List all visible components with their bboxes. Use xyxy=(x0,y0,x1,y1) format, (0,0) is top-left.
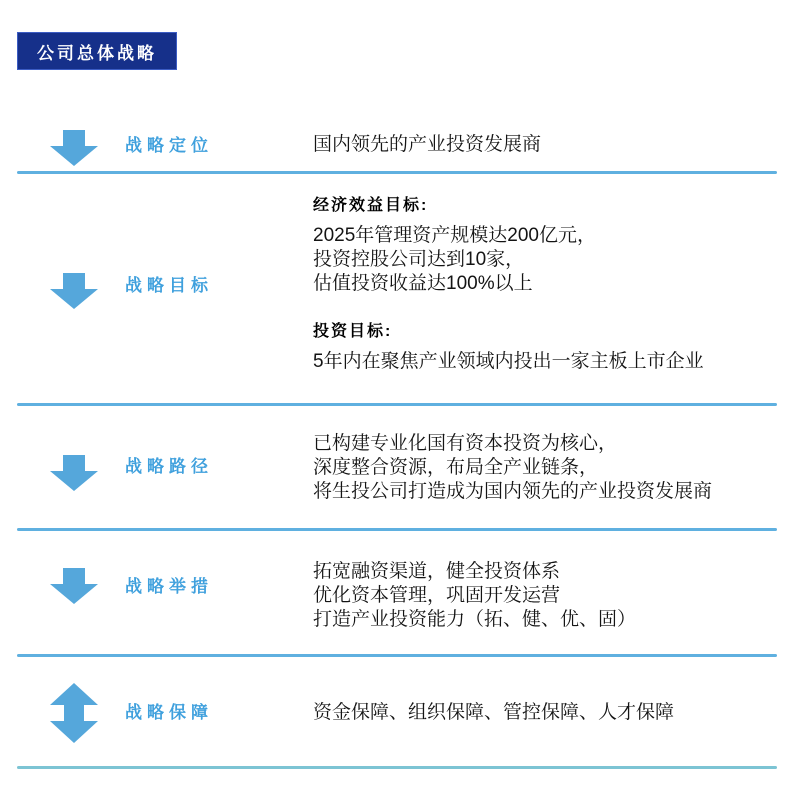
down-arrow-icon xyxy=(50,455,98,491)
down-arrow-icon xyxy=(50,273,98,309)
section-content-positioning xyxy=(313,133,541,157)
section-label-positioning: 战略定位 xyxy=(125,136,213,155)
content-line: 深度整合资源，布局全产业链条， xyxy=(313,457,599,478)
separator-line xyxy=(17,654,777,657)
separator-line xyxy=(17,766,777,769)
down-arrow-icon xyxy=(50,130,98,166)
section-content-measures xyxy=(313,560,636,632)
content-line: 已构建专业化国有资本投资为核心， xyxy=(313,433,618,454)
separator-line xyxy=(17,403,777,406)
section-content-safeguards xyxy=(313,701,674,725)
content-line: 估值投资收益达100%以上 xyxy=(313,273,533,294)
content-line: 打造产业投资能力（拓、健、优、固） xyxy=(313,609,637,630)
investment-goal-heading: 投资目标: xyxy=(313,323,393,340)
content-line: 将生投公司打造成为国内领先的产业投资发展商 xyxy=(313,481,713,502)
content-line: 投资控股公司达到10家， xyxy=(313,249,525,270)
separator-line xyxy=(17,171,777,174)
content-line: 拓宽融资渠道，健全投资体系 xyxy=(313,561,561,582)
content-line: 资金保障、组织保障、管控保障、人才保障 xyxy=(313,702,675,723)
economic-goal-lines xyxy=(313,224,704,296)
content-line: 国内领先的产业投资发展商 xyxy=(313,134,542,155)
investment-goal-lines xyxy=(313,350,704,374)
down-arrow-icon xyxy=(50,568,98,604)
section-label-goals: 战略目标 xyxy=(125,276,213,295)
separator-line xyxy=(17,528,777,531)
section-content-goals xyxy=(313,196,704,374)
page-title: 公司总体战略 xyxy=(17,32,177,70)
section-label-path: 战略路径 xyxy=(125,457,213,476)
content-line: 5年内在聚焦产业领域内投出一家主板上市企业 xyxy=(313,351,704,372)
content-line: 优化资本管理，巩固开发运营 xyxy=(313,585,561,606)
section-label-safeguards: 战略保障 xyxy=(125,703,213,722)
section-content-path xyxy=(313,432,712,504)
up-down-arrow-icon xyxy=(50,683,98,743)
section-label-measures: 战略举措 xyxy=(125,577,213,596)
economic-goal-heading: 经济效益目标: xyxy=(313,197,429,214)
content-line: 2025年管理资产规模达200亿元， xyxy=(313,225,596,246)
